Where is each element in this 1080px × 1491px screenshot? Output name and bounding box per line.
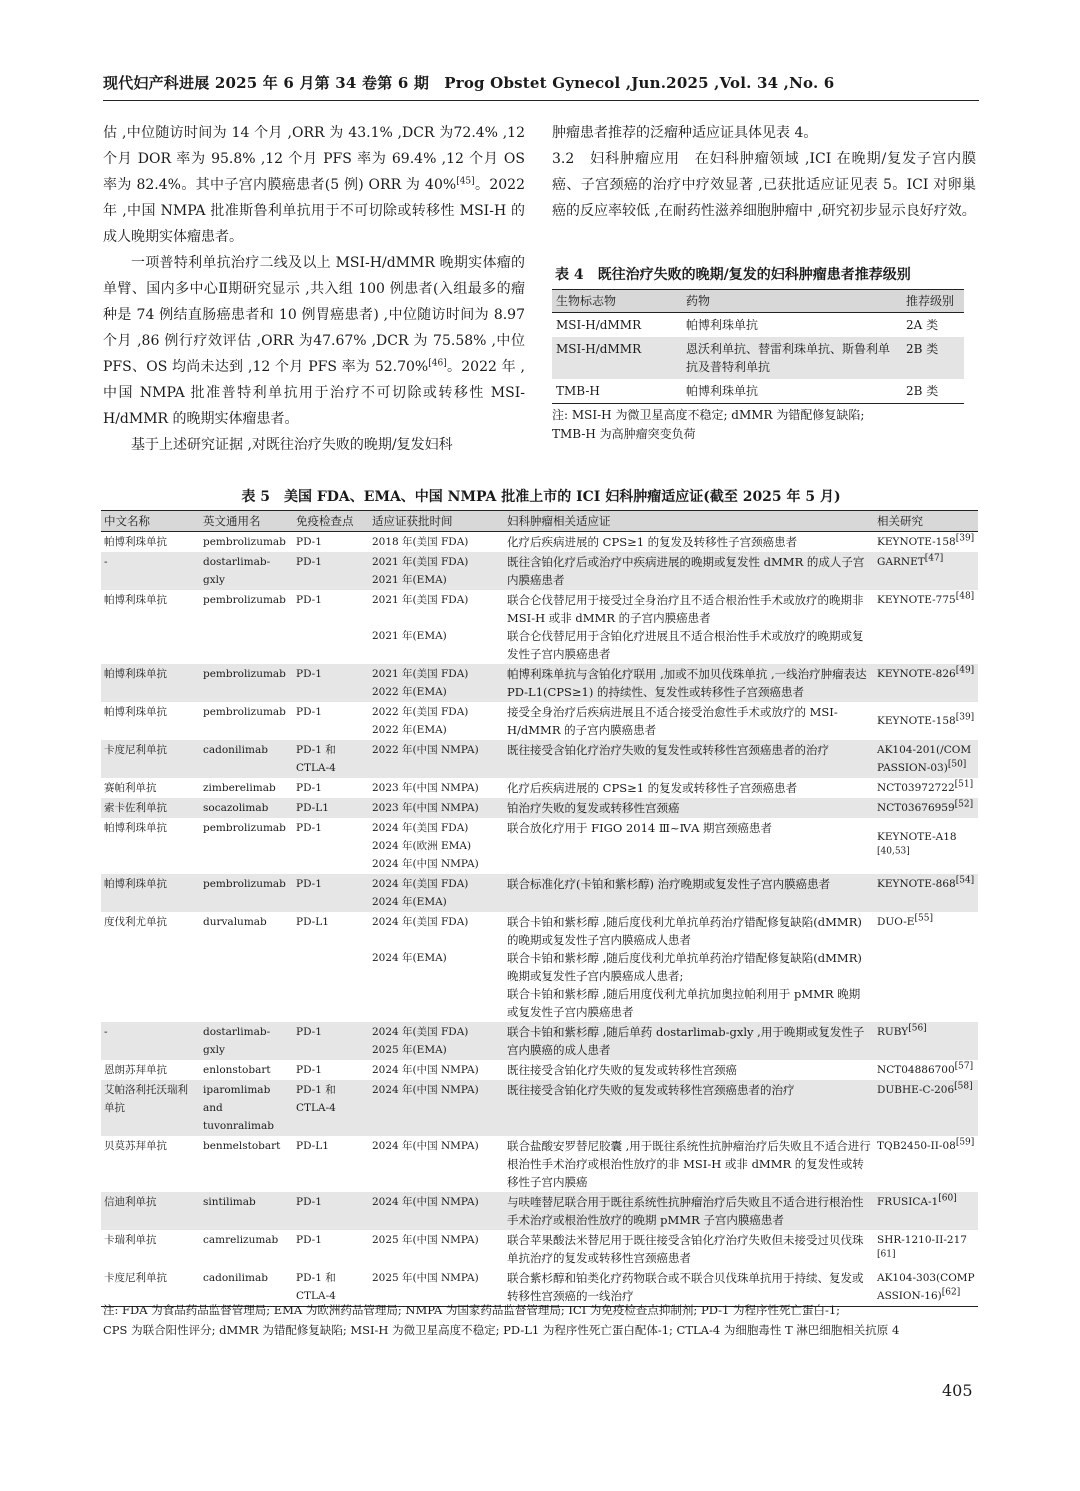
page-number: 405	[942, 1381, 973, 1400]
table5-row	[101, 798, 978, 818]
table5-caption: 表 5 美国 FDA、EMA、中国 NMPA 批准上市的 ICI 妇科肿瘤适应证(截至 2025 年 5 月)	[241, 489, 841, 505]
citation-ref: [61]	[877, 1249, 896, 1260]
indication-text: 联合仑伐替尼用于接受过全身治疗且不适合根治性手术或放疗的晚期非 MSI-H 或非 dMMR 的子宫内膜癌患者	[507, 593, 864, 625]
table5-cell	[504, 1136, 874, 1192]
table5-cell: pembrolizumab	[200, 874, 293, 912]
table4	[552, 289, 964, 404]
table5-cell: 艾帕洛利托沃瑞利单抗	[101, 1080, 200, 1136]
table4-cell: 2B 类	[902, 337, 964, 379]
table5-cell: 帕博利珠单抗	[104, 594, 167, 606]
table5-cell	[369, 818, 504, 874]
approval-year: 2021 年(EMA)	[372, 630, 447, 642]
indication-text: 接受全身治疗后疾病进展且不适合接受治愈性手术或放疗的 MSI-H/dMMR 的子宫内膜癌患者	[507, 705, 838, 737]
table4-cell: MSI-H/dMMR	[552, 337, 682, 379]
table5-note	[103, 1300, 979, 1340]
citation-ref: [40,53]	[877, 846, 910, 857]
table5-row	[101, 552, 978, 590]
table5-cell	[504, 912, 874, 1022]
table5-cell: 索卡佐利单抗	[101, 798, 200, 818]
table4-row	[552, 337, 964, 379]
table5-cell: benmelstobart	[203, 1140, 281, 1152]
table4-header: 药物	[682, 290, 902, 313]
approval-year: 2018 年(美国 FDA)	[372, 536, 469, 548]
citation-ref: [47]	[924, 553, 944, 564]
study-name: AK104-201(/COMPASSION-03)	[877, 744, 972, 774]
table5-cell	[369, 702, 504, 740]
table5-cell: 信迪利单抗	[101, 1192, 200, 1230]
table4-cell: 2A 类	[906, 318, 939, 332]
table5-cell: 帕博利珠单抗	[101, 874, 200, 912]
right-paragraph-1: 肿瘤患者推荐的泛瘤种适应证具体见表 4。	[552, 125, 818, 141]
table5-row	[101, 532, 978, 553]
table5-cell: pembrolizumab	[203, 822, 286, 834]
table5-cell: pembrolizumab	[203, 706, 286, 718]
table5-cell: 帕博利珠单抗	[101, 664, 200, 702]
study-name: AK104-303(COMPASSION-16)	[877, 1272, 975, 1302]
table5-row	[101, 874, 978, 912]
table5-cell: 赛帕利单抗	[104, 782, 157, 794]
left-paragraph-2: 一项普特利单抗治疗二线及以上 MSI-H/dMMR 晚期实体瘤的单臂、国内多中心Ⅱ期研究显示 ,共入组 100 例患者(入组最多的瘤种是 74 例结直肠癌患者和 10 例胃癌患者) ,中位随访时间为 8.97 个月 ,86 例行疗效评估 ,ORR 为47.67% ,DCR 为 75.58% ,中位 PFS、OS 均尚未达到 ,12 个月 PFS 率为 52.70%[46]。2022 年 ,中国 NMPA 批准普特利单抗用于治疗不可切除或转移性 MSI-H/dMMR 的晚期实体瘤患者。	[103, 255, 525, 427]
citation-ref: [49]	[955, 665, 975, 676]
table5-cell: pembrolizumab	[203, 536, 286, 548]
table5-header: 相关研究	[874, 511, 978, 532]
citation-ref: [50]	[947, 759, 967, 770]
citation-ref: [57]	[954, 1061, 974, 1072]
citation-ref: [56]	[908, 1023, 927, 1034]
table5-row	[101, 1060, 978, 1080]
table5-cell	[504, 818, 874, 874]
approval-year: 2025 年(EMA)	[372, 1044, 447, 1056]
table5-cell	[369, 1136, 504, 1192]
table5-cell	[369, 1192, 504, 1230]
table5-cell	[874, 1230, 978, 1268]
right-column	[552, 120, 976, 224]
left-paragraph-1: 估 ,中位随访时间为 14 个月 ,ORR 为 43.1% ,DCR 为72.4% ,12 个月 DOR 率为 95.8% ,12 个月 PFS 率为 69.4% ,12 个月 OS 率为 82.4%。其中子宫内膜癌患者(5 例) ORR 为 40%[45]。2022 年 ,中国 NMPA 批准斯鲁利单抗用于不可切除或转移性 MSI-H 的成人晚期实体瘤患者。	[103, 125, 525, 245]
table5-cell	[874, 874, 978, 912]
table5-row	[101, 702, 978, 740]
study-name: NCT04886700	[877, 1064, 955, 1076]
approval-year: 2024 年(中国 NMPA)	[372, 1196, 479, 1208]
indication-text: 联合苹果酸法米替尼用于既往接受含铂化疗治疗失败但未接受过贝伐珠单抗治疗的复发或转移性宫颈癌患者	[507, 1233, 864, 1265]
table5-cell	[369, 778, 504, 798]
approval-year	[372, 931, 501, 949]
table4-row	[552, 379, 964, 404]
approval-year: 2024 年(中国 NMPA)	[372, 1140, 479, 1152]
table4-header: 生物标志物	[552, 290, 682, 313]
table5-cell: cadonilimab	[200, 1268, 293, 1307]
table4-caption: 表 4 既往治疗失败的晚期/复发的妇科肿瘤患者推荐级别	[555, 267, 911, 283]
table5-row	[101, 590, 978, 664]
approval-year: 2023 年(中国 NMPA)	[372, 782, 479, 794]
table5-row	[101, 778, 978, 798]
indication-text: 化疗后疾病进展的 CPS≥1 的复发及转移性子宫颈癌患者	[507, 535, 798, 549]
table5-cell	[369, 798, 504, 818]
table5-cell: PD-L1	[296, 1140, 329, 1152]
table5-cell: PD-1	[296, 706, 322, 718]
table5-cell	[369, 552, 504, 590]
table5-cell	[504, 1060, 874, 1080]
table5-cell: PD-1	[296, 822, 322, 834]
table4-note	[552, 406, 972, 444]
table5-cell: zimberelimab	[203, 782, 276, 794]
table5-row	[101, 1022, 978, 1060]
indication-text: 联合卡铂和紫杉醇 ,随后用度伐利尤单抗加奥拉帕利用于 pMMR 晚期或复发性子宫内膜癌患者	[507, 987, 861, 1019]
table5-header: 英文通用名	[200, 511, 293, 532]
table5-cell: 卡瑞利单抗	[104, 1234, 157, 1246]
table5-note-line: 注: FDA 为食品药品监督管理局; EMA 为欧洲药品管理局; NMPA 为国家药品监督管理局; ICI 为免疫检查点抑制剂; PD-1 为程序性死亡蛋白-1;	[103, 1303, 841, 1317]
approval-year: 2024 年(中国 NMPA)	[372, 1064, 479, 1076]
study-name: DUO-E	[877, 916, 915, 928]
table5-cell: 度伐利尤单抗	[104, 916, 167, 928]
indication-text: 既往接受含铂化疗失败的复发或转移性宫颈癌患者的治疗	[507, 1083, 795, 1097]
table5-cell	[504, 552, 874, 590]
table4-cell: 帕博利珠单抗	[682, 379, 902, 404]
table5-cell	[369, 1230, 504, 1268]
table5-cell: PD-1	[293, 874, 369, 912]
table5-cell	[369, 740, 504, 778]
table5-cell	[504, 778, 874, 798]
table5-cell	[874, 590, 978, 664]
approval-year: 2021 年(EMA)	[372, 574, 447, 586]
table5-cell	[874, 740, 978, 778]
right-paragraph-2: 3.2 妇科肿瘤应用 在妇科肿瘤领域 ,ICI 在晚期/复发子宫内膜癌、子宫颈癌的治疗中疗效显著 ,已获批适应证见表 5。ICI 对卵巢癌的反应率较低 ,在耐药性滋养细胞肿瘤中 ,研究初步显示良好疗效。	[552, 151, 976, 219]
table5-cell: PD-1	[296, 1234, 322, 1246]
approval-year: 2024 年(中国 NMPA)	[372, 1084, 479, 1096]
approval-year: 2022 年(EMA)	[372, 686, 447, 698]
approval-year: 2021 年(美国 FDA)	[372, 594, 469, 606]
indication-text: 既往接受含铂化疗失败的复发或转移性宫颈癌	[507, 1063, 737, 1077]
table5-cell	[504, 1080, 874, 1136]
table5-header: 妇科肿瘤相关适应证	[504, 511, 874, 532]
table5-cell	[874, 1192, 978, 1230]
table5-cell	[369, 1060, 504, 1080]
approval-year: 2023 年(中国 NMPA)	[372, 802, 479, 814]
citation-ref: [59]	[955, 1137, 975, 1148]
left-column	[103, 120, 525, 458]
table5-cell	[369, 1080, 504, 1136]
citation-ref: [60]	[938, 1193, 957, 1204]
table5-header: 中文名称	[101, 511, 200, 532]
indication-text: 既往含铂化疗后或治疗中疾病进展的晚期或复发性 dMMR 的成人子宫内膜癌患者	[507, 555, 865, 587]
study-name: KEYNOTE-826	[877, 668, 956, 680]
table5-cell: PD-1	[296, 536, 322, 548]
approval-year: 2022 年(EMA)	[372, 724, 447, 736]
indication-text: 联合卡铂和紫杉醇 ,随后度伐利尤单抗单药治疗错配修复缺陷(dMMR) 的晚期或复发性子宫内膜癌成人患者	[507, 915, 862, 947]
approval-year: 2024 年(美国 FDA)	[372, 822, 469, 834]
table5-cell	[504, 874, 874, 912]
approval-year: 2025 年(中国 NMPA)	[372, 1234, 479, 1246]
table5-cell	[504, 1022, 874, 1060]
table5-cell	[369, 874, 504, 912]
table4-note-line: 注: MSI-H 为微卫星高度不稳定; dMMR 为错配修复缺陷;	[552, 408, 865, 422]
table5-cell	[369, 664, 504, 702]
table5-cell: sintilimab	[200, 1192, 293, 1230]
indication-text: 联合标准化疗(卡铂和紫杉醇) 治疗晚期或复发性子宫内膜癌患者	[507, 877, 831, 891]
indication-text: 铂治疗失败的复发或转移性宫颈癌	[507, 801, 680, 815]
table5-cell	[874, 818, 978, 874]
study-name: KEYNOTE-158	[877, 715, 956, 727]
table5-cell: PD-1	[293, 1022, 369, 1060]
study-name: KEYNOTE-775	[877, 594, 956, 606]
approval-year: 2021 年(美国 FDA)	[372, 668, 469, 680]
table5-cell: pembrolizumab	[200, 664, 293, 702]
table4-cell: 2B 类	[902, 379, 964, 404]
indication-text: 化疗后疾病进展的 CPS≥1 的复发或转移性子宫颈癌患者	[507, 781, 798, 795]
approval-year: 2022 年(美国 FDA)	[372, 706, 469, 718]
table4-header: 推荐级别	[902, 290, 964, 313]
table4-cell: 恩沃利单抗、替雷利珠单抗、斯鲁利单抗及普特利单抗	[682, 337, 902, 379]
table5-cell	[504, 740, 874, 778]
table5-cell: 恩朗苏拜单抗	[104, 1064, 167, 1076]
table5-row	[101, 912, 978, 1022]
table4-cell: 帕博利珠单抗	[686, 318, 759, 332]
citation-ref: [54]	[955, 875, 975, 886]
study-name: FRUSICA-1	[877, 1196, 939, 1208]
table5-cell: -	[101, 552, 200, 590]
table4-cell: TMB-H	[552, 379, 682, 404]
table5-header: 适应证获批时间	[369, 511, 504, 532]
table5-cell: PD-L1	[296, 916, 329, 928]
table5-note-line: CPS 为联合阳性评分; dMMR 为错配修复缺陷; MSI-H 为微卫星高度不稳定; PD-L1 为程序性死亡蛋白配体-1; CTLA-4 为细胞毒性 T 淋巴细胞相关抗原 4	[103, 1323, 900, 1337]
table5-cell: durvalumab	[203, 916, 267, 928]
table5-cell: PD-1 和 CTLA-4	[293, 740, 369, 778]
table5-cell	[874, 798, 978, 818]
table5-cell	[369, 1022, 504, 1060]
table5-cell: PD-1	[296, 782, 322, 794]
header-rule	[103, 100, 979, 101]
study-name: SHR-1210-II-217	[877, 1234, 967, 1246]
table5-cell: PD-L1	[293, 798, 369, 818]
table5-cell: -	[101, 1022, 200, 1060]
table4-cell: MSI-H/dMMR	[556, 318, 642, 332]
table5	[101, 510, 978, 1307]
approval-year: 2024 年(中国 NMPA)	[372, 858, 479, 870]
approval-year: 2021 年(美国 FDA)	[372, 556, 469, 568]
table5-cell	[874, 912, 978, 1022]
table5-cell: 卡度尼利单抗	[101, 1268, 200, 1307]
table5-cell	[504, 664, 874, 702]
table5-cell	[874, 1136, 978, 1192]
table5-cell: pembrolizumab	[203, 594, 286, 606]
table5-cell: cadonilimab	[200, 740, 293, 778]
table5-cell: enlonstobart	[203, 1064, 271, 1076]
indication-text: 帕博利珠单抗与含铂化疗联用 ,加或不加贝伐珠单抗 ,一线治疗肿瘤表达 PD-L1(CPS≥1) 的持续性、复发性或转移性子宫颈癌患者	[507, 667, 867, 699]
study-name: GARNET	[877, 556, 925, 568]
table5-cell: 卡度尼利单抗	[101, 740, 200, 778]
indication-text: 联合仑伐替尼用于含铂化疗进展且不适合根治性手术或放疗的晚期或复发性子宫内膜癌患者	[507, 629, 864, 661]
table5-row	[101, 1080, 978, 1136]
table5-cell	[369, 532, 504, 553]
citation-ref: [51]	[954, 779, 974, 790]
table5-cell: iparomlimab and tuvonralimab	[200, 1080, 293, 1136]
study-name: NCT03676959	[877, 802, 955, 814]
table5-cell: socazolimab	[200, 798, 293, 818]
indication-text: 联合卡铂和紫杉醇 ,随后单药 dostarlimab-gxly ,用于晚期或复发性子宫内膜癌的成人患者	[507, 1025, 865, 1057]
table5-cell	[874, 664, 978, 702]
citation-ref: [39]	[955, 712, 975, 723]
table5-cell: PD-1 和 CTLA-4	[293, 1080, 369, 1136]
table5-cell: 贝莫苏拜单抗	[104, 1140, 167, 1152]
table5-row	[101, 1192, 978, 1230]
approval-year: 2024 年(美国 FDA)	[372, 878, 469, 890]
table5-row	[101, 740, 978, 778]
citation-ref: [52]	[954, 799, 974, 810]
table5-header: 免疫检查点	[293, 511, 369, 532]
study-name: RUBY	[877, 1026, 909, 1038]
table5-cell: PD-1	[293, 1192, 369, 1230]
study-name: TQB2450-II-08	[877, 1140, 956, 1152]
table5-cell: dostarlimab-gxly	[200, 552, 293, 590]
table5-cell	[504, 1230, 874, 1268]
table5-cell: PD-1	[293, 664, 369, 702]
table5-cell	[874, 1022, 978, 1060]
table5-row	[101, 818, 978, 874]
table5-cell: PD-1	[296, 1064, 322, 1076]
study-name: KEYNOTE-868	[877, 878, 956, 890]
study-name: NCT03972722	[877, 782, 955, 794]
table5-cell: PD-1	[296, 594, 322, 606]
table5-cell: PD-1	[293, 552, 369, 590]
left-paragraph-3: 基于上述研究证据 ,对既往治疗失败的晚期/复发妇科	[131, 437, 453, 453]
study-name: KEYNOTE-158	[877, 536, 956, 548]
table5-cell	[874, 1060, 978, 1080]
indication-text: 联合盐酸安罗替尼胶囊 ,用于既往系统性抗肿瘤治疗后失败且不适合进行根治性手术治疗或根治性放疗的非 MSI-H 或非 dMMR 的复发性或转移性子宫内膜癌	[507, 1139, 871, 1189]
table5-cell	[874, 702, 978, 740]
approval-year: 2024 年(欧洲 EMA)	[372, 840, 472, 852]
table5-cell	[504, 1192, 874, 1230]
table5-cell	[874, 1080, 978, 1136]
table5-cell: camrelizumab	[203, 1234, 279, 1246]
table5-cell: PD-1 和 CTLA-4	[293, 1268, 369, 1307]
table5-cell: 帕博利珠单抗	[104, 706, 167, 718]
approval-year: 2024 年(EMA)	[372, 896, 447, 908]
table5-cell: dostarlimab-gxly	[200, 1022, 293, 1060]
approval-year: 2024 年(美国 FDA)	[372, 1026, 469, 1038]
study-name: DUBHE-C-206	[877, 1084, 955, 1096]
indication-text: 联合卡铂和紫杉醇 ,随后度伐利尤单抗单药治疗错配修复缺陷(dMMR) 晚期或复发性子宫内膜癌成人患者;	[507, 951, 862, 983]
table4-row	[552, 313, 964, 338]
approval-year: 2024 年(美国 FDA)	[372, 916, 469, 928]
citation-ref: [55]	[914, 913, 933, 924]
approval-year: 2024 年(EMA)	[372, 952, 447, 964]
table5-cell	[504, 590, 874, 664]
table5-cell: 帕博利珠单抗	[104, 822, 167, 834]
table5-cell	[369, 912, 504, 1022]
table5-cell: 帕博利珠单抗	[104, 536, 167, 548]
indication-text: 联合放化疗用于 FIGO 2014 Ⅲ~ⅣA 期宫颈癌患者	[507, 821, 773, 835]
table5-cell	[874, 532, 978, 553]
table5-cell	[874, 552, 978, 590]
table5-row	[101, 1136, 978, 1192]
indication-text: 既往接受含铂化疗治疗失败的复发性或转移性宫颈癌患者的治疗	[507, 743, 829, 757]
approval-year: 2022 年(中国 NMPA)	[372, 744, 479, 756]
indication-text: 与呋喹替尼联合用于既往系统性抗肿瘤治疗后失败且不适合进行根治性手术治疗或根治性放疗的晚期 pMMR 子宫内膜癌患者	[507, 1195, 864, 1227]
table5-row	[101, 1230, 978, 1268]
citation-ref: [62]	[941, 1287, 961, 1298]
table5-cell	[504, 532, 874, 553]
citation-ref: [39]	[955, 533, 975, 544]
approval-year	[372, 609, 501, 627]
indication-text: 联合紫杉醇和铂类化疗药物联合或不联合贝伐珠单抗用于持续、复发或转移性宫颈癌的一线治疗	[507, 1271, 864, 1303]
approval-year: 2025 年(中国 NMPA)	[372, 1272, 479, 1284]
study-name: KEYNOTE-A18	[877, 831, 957, 843]
citation-ref: [48]	[955, 591, 975, 602]
table5-cell	[504, 702, 874, 740]
table5-cell	[874, 778, 978, 798]
running-header: 现代妇产科进展 2025 年 6 月第 34 卷第 6 期 Prog Obstet Gynecol ,Jun.2025 ,Vol. 34 ,No. 6	[103, 74, 835, 92]
table5-row	[101, 664, 978, 702]
table5-cell	[504, 798, 874, 818]
table4-note-line: TMB-H 为高肿瘤突变负荷	[552, 427, 696, 441]
table5-cell	[369, 590, 504, 664]
citation-ref: [58]	[954, 1081, 973, 1092]
